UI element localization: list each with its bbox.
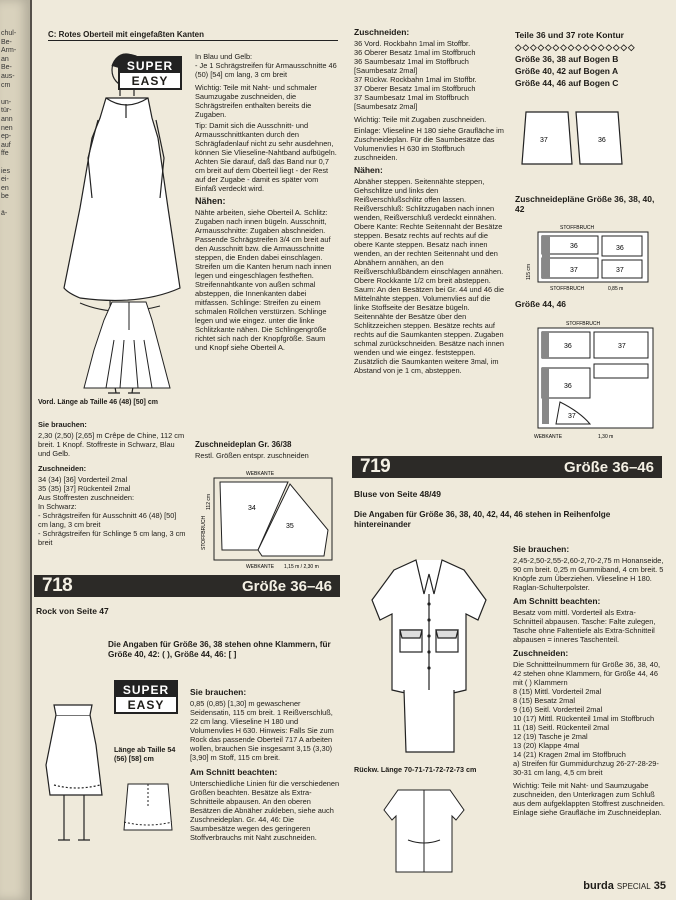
plan2-stoffbruch: STOFFBRUCH <box>566 321 601 327</box>
page-footer <box>583 880 666 892</box>
bluse-title: Bluse von Seite 48/49 <box>354 489 441 499</box>
plan1-stoffbruch-bottom: STOFFBRUCH <box>550 286 585 292</box>
bluse-sie-brauchen-title: Sie brauchen: <box>513 544 570 554</box>
cutting-layout-36-42 <box>520 220 660 292</box>
plan1-width: 0,85 m <box>608 286 624 292</box>
bogen-b: Größe 36, 38 auf Bogen B <box>515 54 619 64</box>
gutter-line: ies <box>1 167 10 175</box>
plan-c-webkante-bottom: WEBKANTE <box>246 564 275 570</box>
bluse-am-schnitt-title: Am Schnitt beachten: <box>513 596 601 606</box>
plan-c-text <box>195 440 340 462</box>
plans-title: Zuschneidepläne Größe 36, 38, 40, 42 <box>515 194 655 214</box>
right-top <box>515 30 665 90</box>
piece-37-label: 37 <box>540 137 548 144</box>
gutter-line: nen <box>1 124 13 132</box>
cutting-layout-c <box>198 470 338 582</box>
badge-easy: EASY <box>131 73 169 88</box>
tip-c: Tip: Damit sich die Ausschnitt- und Armausschnittkanten durch den Schrägfadenlauf nicht zu sehr ausdehnen, können Sie Vlieseline-Nahtband aufbügeln. Achten Sie darauf, daß das Band nur 0,7 cm breit auf dem Oberteil liegt - der Rest auf der Zugabe - damit es später vom Einfaß verdeckt wird. <box>195 121 337 193</box>
color-strips-text <box>195 52 337 354</box>
blouse-back-view <box>380 780 470 880</box>
section-c-heading: C: Rotes Oberteil mit eingefaßten Kanten <box>48 30 205 39</box>
plan1-stoffbruch-top: STOFFBRUCH <box>560 225 595 231</box>
plan-c-stoffbruch: STOFFBRUCH <box>201 515 207 550</box>
footer-page: 35 <box>653 880 666 892</box>
rock-laenge: Länge ab Taille 54 (56) [58] cm <box>114 745 176 763</box>
pattern-pieces-36-37 <box>520 104 630 174</box>
blouse-illustration <box>354 540 504 760</box>
plan-c-length: 1,15 m / 2,30 m <box>284 564 319 570</box>
badge-easy-rock: EASY <box>127 697 165 712</box>
footer-brand: burda <box>583 880 614 892</box>
badge-super: SUPER <box>120 58 180 73</box>
bluse-sie-brauchen-text: 2,45-2,50-2,55-2,60-2,70-2,75 m Honanseide, 90 cm breit. 0,25 m Gummiband, 4 cm breit. 5 Knöpfe zum Überziehen. Vlieseline H 180. Raglan-Schulterpolster. <box>513 556 664 592</box>
gutter-line: auf <box>1 141 11 149</box>
plan-c-width: 112 cm <box>206 493 212 510</box>
plan-c-webkante-top: WEBKANTE <box>246 471 275 477</box>
plan2-webkante: WEBKANTE <box>534 434 563 440</box>
rock-am-schnitt-title: Am Schnitt beachten: <box>190 767 278 777</box>
badge-super-rock: SUPER <box>116 682 176 697</box>
band-719-number: 719 <box>360 456 391 477</box>
gutter-line: Be- <box>1 64 12 72</box>
skirt-back-view <box>118 780 178 840</box>
gutter-line: un- <box>1 98 12 106</box>
gutter-line: ann <box>1 115 13 123</box>
mid-col <box>354 28 504 377</box>
plan1-piece-37b: 37 <box>616 267 624 274</box>
zuschneiden-text-c: 34 (34) [36] Vorderteil 2mal 35 (35) [37] Rückenteil 2mal Aus Stoffresten zuschneiden: In Schwarz: - Schrägstreifen für Ausschnitt 46 (48) [50] cm lang, 3 cm breit - Schrägstreifen für Schlinge 5 cm lang, 3 cm breit <box>38 475 186 547</box>
gutter-line: Be- <box>1 38 12 46</box>
teile-title: Teile 36 und 37 rote Kontur <box>515 30 624 40</box>
band-719 <box>352 456 662 478</box>
plan2-piece-36: 36 <box>564 343 572 350</box>
plan2-width: 1,30 m <box>598 434 614 440</box>
mid-naehen-text: Abnäher steppen. Seitennähte steppen, Gehschlitze und links den Reißverschlußschlitz offen lassen. Reißverschluß: Schlitzzugaben nach innen wenden, Reißverschluß verdeckt einnähen. Obere Kante: Rechte Seitennaht der Besätze steppen. Besatz rechts auf rechts auf die obere Kante steppen. Besatz nach innen wenden, an der rechten Seitennaht und den Abnähern annähen, an den Reißverschlußbändern einschlagen annähen. Obere Rockkante 1/2 cm breit absteppen. Saum: An den Besätzen bei Gr. 44 und 46 die Mittelnähte steppen. Volumenvlies auf die linke Stoffseite der Besätze bügeln. Seitennähte der Besätze über den Schlitzzeichen steppen. Besätze rechts auf rechts auf die Saumkanten steppen. Zugaben schmal zurückschneiden. Besätze nach innen wenden und wie eingez. feststeppen. Zusätzlich die Saumkanten weitere 3mal, im Abstand von je 1 cm, absteppen. <box>354 177 504 375</box>
gutter-line: an <box>1 55 9 63</box>
gutter-line: ep- <box>1 133 12 141</box>
naehen-text-c: Nähte arbeiten, siehe Oberteil A. Schlitz: Zugaben nach innen bügeln. Ausschnitt, Armausschnitte: Zugaben abschneiden. Passende Schrägstreifen 3/4 cm breit auf den Ausschnitt bzw. die Armausschnitte steppen, die Enden dabei einschlagen. Streifen um die Kanten herum nach innen legen und eingeschlagen festheften. Streifennahtkante von außen schmal absteppen, die Innenkanten dabei mitfassen. Schlinge: Streifen zu einem schmalen Röllchen verstürzen. Schlinge legen und wie eingez. unter die linke Schlitzkante nähen. Die Schlingengröße richtet sich nach der Knopfgröße. Saum und Knopf siehe Oberteil A. <box>195 208 332 352</box>
mid-wichtig: Wichtig: Teile mit Zugaben zuschneiden. <box>354 115 487 124</box>
zuschneiden-title-c: Zuschneiden: <box>38 464 87 473</box>
gutter-line <box>0 202 30 211</box>
bluse-rueckw: Rückw. Länge 70-71-71-72-72-73 cm <box>354 765 477 774</box>
plan1-piece-37: 37 <box>570 267 578 274</box>
decorative-chain: ◇◇◇◇◇◇◇◇◇◇◇◇◇◇◇◇ <box>515 42 636 52</box>
band-718 <box>34 575 340 597</box>
gutter-line <box>0 159 30 168</box>
plan-title-c: Zuschneideplan Gr. 36/38 <box>195 440 292 449</box>
gutter-line: cm <box>1 81 11 89</box>
bluse-zuschneiden-text: Die Schnittteilnummern für Größe 36, 38, 40, 42 stehen ohne Klammern, für Größe 44, 46 mit ( ) Klammern 8 (15) Mittl. Vorderteil 2mal 8 (15) Besatz 2mal 9 (16) Seitl. Vorderteil 2mal 10 (17) Mittl. Rückenteil 1mal im Stoffbruch 11 (18) Seitl. Rückenteil 2mal 12 (19) Tasche je 2mal 13 (20) Klappe 4mal 14 (21) Kragen 2mal im Stoffbruch a) Streifen für Gummidurchzug 26-27-28-29-30-31 cm lang, 4,5 cm breit <box>513 660 661 777</box>
band-718-number: 718 <box>42 575 73 596</box>
gutter-line: aus- <box>1 72 15 80</box>
heading-rule <box>48 40 338 41</box>
bogen-c: Größe 44, 46 auf Bogen C <box>515 78 619 88</box>
rock-intro: Die Angaben für Größe 36, 38 stehen ohne Klammern, für Größe 40, 42: ( ), Größe 44, 46: [ ] <box>108 640 331 659</box>
gutter-line: Arm- <box>1 47 17 55</box>
naehen-title-c: Nähen: <box>195 196 226 206</box>
bluse-am-schnitt-text: Besatz vom mittl. Vorderteil als Extra-Schnitteil abpausen. Tasche: Falte zulegen, Tasche ohne Faltentiefe als Extra-Schnitteil abpausen = inneres Taschenteil. <box>513 608 656 644</box>
vord-laenge: Vord. Länge ab Taille 46 (48) [50] cm <box>38 399 158 406</box>
cutting-layout-44-46 <box>520 318 660 442</box>
rock-am-schnitt-text: Unterschiedliche Linien für die verschiedenen Größen beachten. Besätze als Extra-Schnitteile abpausen. An den oberen Besätzen die Abnäher zukleben, siehe auch Zuschneideplan. Gr. 44, 46: Die Saumbesätze wegen des geringeren Stoffverbrauchs mit Naht zuschneiden. <box>190 779 340 842</box>
skirt-illustration <box>40 675 110 845</box>
sie-brauchen-title-c: Sie brauchen: <box>38 420 87 429</box>
band-719-size: Größe 36–46 <box>563 458 654 476</box>
plan2-piece-37b: 37 <box>568 413 576 420</box>
super-easy-badge-c <box>118 56 182 90</box>
mid-naehen-title: Nähen: <box>354 165 383 175</box>
mid-einlage: Einlage: Vlieseline H 180 siehe Graufläche im Zuschneideplan. Für die Saumbesätze das Volumenvlies H 630 im Stoffbruch zuschneiden. <box>354 126 504 162</box>
rock-title: Rock von Seite 47 <box>36 606 109 616</box>
dress-back-view <box>60 300 200 392</box>
rock-sie-brauchen-text: 0,85 (0,85) [1,30] m gewaschener Seidensatin, 115 cm breit. 1 Reißverschluß, 22 cm lang. Vlieseline H 180 und Volumenvlies H 630. Hinweis: Falls Sie zum Rock das passende Oberteil 717 A arbeiten wollen, brauchen Sie insgesamt 3,15 (3,30) [3,90] m Stoff, 115 cm breit. <box>190 699 334 762</box>
plan-sub-c: Restl. Größen entspr. zuschneiden <box>195 451 309 460</box>
bogen-a: Größe 40, 42 auf Bogen A <box>515 66 619 76</box>
gutter-line: en <box>1 184 9 192</box>
left-materials <box>38 420 188 549</box>
gutter-line: ä- <box>1 210 8 218</box>
plan-c-piece-34: 34 <box>248 505 256 512</box>
plan1-piece-36b: 36 <box>616 245 624 252</box>
mid-zuschneiden-title: Zuschneiden: <box>354 27 410 37</box>
plan2-piece-37: 37 <box>618 343 626 350</box>
rock-materials <box>190 688 340 844</box>
band-718-size: Größe 36–46 <box>241 577 332 595</box>
bluse-wichtig: Wichtig: Teile mit Naht- und Saumzugabe zuschneiden, den Unterkragen zum Schluß aus dem aufgeklappten Stoffrest zuschneiden. Einlage siehe Graufläche im Zuschneideplan. <box>513 781 665 817</box>
bluse-materials <box>513 545 665 819</box>
previous-page-gutter <box>0 0 32 900</box>
plan1-height: 115 cm <box>526 263 532 280</box>
color-strips: In Blau und Gelb: - Je 1 Schrägstreifen für Armausschnitte 46 (50) [54] cm lang, 3 cm breit <box>195 52 337 79</box>
piece-36-label: 36 <box>598 137 606 144</box>
bluse-zuschneiden-title: Zuschneiden: <box>513 648 569 658</box>
sie-brauchen-text-c: 2,30 (2,50) [2,65] m Crêpe de Chine, 112 cm breit. 1 Knopf. Stoffreste in Schwarz, Blau und Gelb. <box>38 431 185 458</box>
gutter-line: be <box>1 193 9 201</box>
gutter-line <box>0 90 30 99</box>
wichtig-c: Wichtig: Teile mit Naht- und schmaler Saumzugabe zuschneiden, die Schrägstreifen enthalten bereits die Zugaben. <box>195 83 317 119</box>
plan-c-piece-35: 35 <box>286 523 294 530</box>
super-easy-badge-rock <box>114 680 178 714</box>
gutter-line: ei- <box>1 176 9 184</box>
gutter-line: tür- <box>1 107 12 115</box>
rock-sie-brauchen-title: Sie brauchen: <box>190 687 247 697</box>
bluse-intro: Die Angaben für Größe 36, 38, 40, 42, 44, 46 stehen in Reihenfolge hintereinander <box>354 510 611 529</box>
plan1-piece-36: 36 <box>570 243 578 250</box>
gutter-line: chul- <box>1 30 17 37</box>
mid-zuschneiden-text: 36 Vord. Rockbahn 1mal im Stoffbr. 36 Oberer Besatz 1mal im Stoffbruch 36 Saumbesatz 1mal im Stoffbruch [Saumbesatz 2mal] 37 Rückw. Rockbahn 1mal im Stoffbr. 37 Oberer Besatz 1mal im Stoffbruch 37 Saumbesatz 1mal im Stoffbruch [Saumbesatz 2mal] <box>354 39 477 111</box>
footer-special: SPECIAL <box>616 882 651 891</box>
plan2-piece-36b: 36 <box>564 383 572 390</box>
gutter-line: ffe <box>1 150 9 158</box>
plan2-title: Größe 44, 46 <box>515 299 567 309</box>
